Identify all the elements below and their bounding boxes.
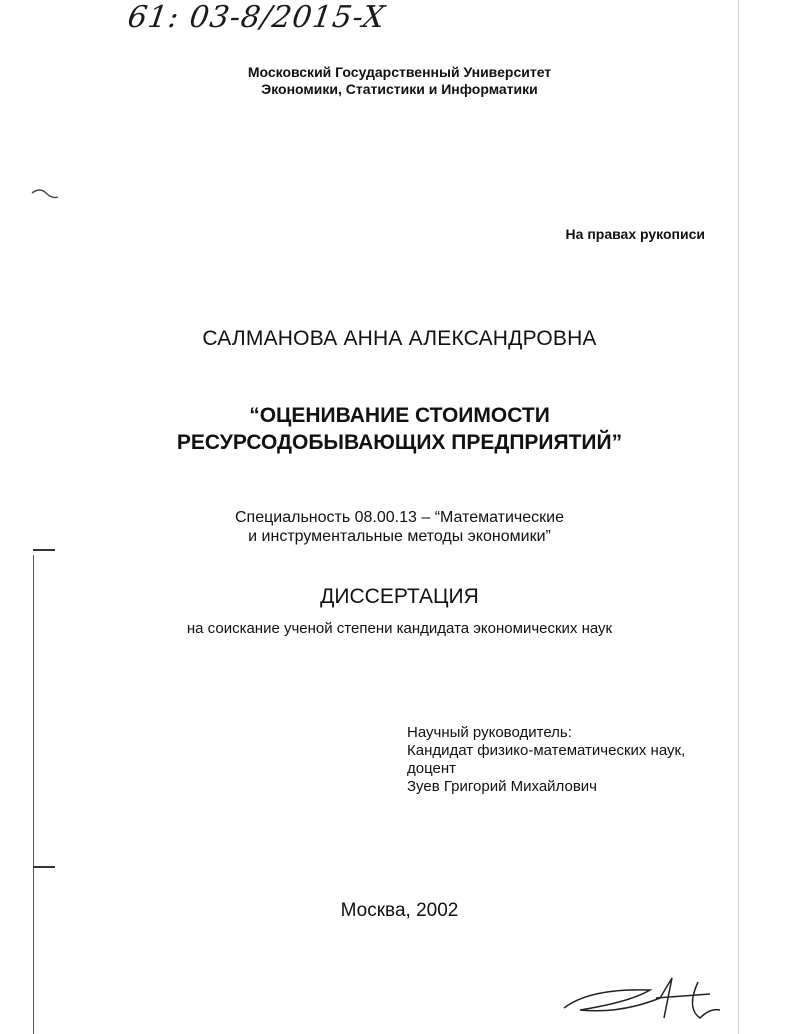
adviser-degree: Кандидат физико-математических наук, — [407, 742, 686, 759]
adviser-name: Зуев Григорий Михайлович — [407, 778, 597, 795]
title-line2: РЕСУРСОДОБЫВАЮЩИХ ПРЕДПРИЯТИЙ” — [176, 431, 623, 454]
title-line1: “ОЦЕНИВАНИЕ СТОИМОСТИ — [249, 404, 550, 427]
handwritten-code: 61: 03-8/2015-X — [125, 0, 388, 35]
university-line2: Экономики, Статистики и Информатики — [261, 81, 538, 97]
signature — [560, 968, 730, 1028]
specialty — [0, 508, 799, 546]
specialty-line2: и инструментальные методы экономики” — [248, 528, 551, 545]
city-year: Москва, 2002 — [340, 900, 459, 921]
university-line1: Московский Государственный Университет — [247, 64, 552, 80]
author-name: САЛМАНОВА АННА АЛЕКСАНДРОВНА — [202, 327, 597, 350]
margin-mark — [33, 549, 55, 551]
margin-mark — [33, 866, 55, 868]
adviser-rank: доцент — [407, 760, 457, 777]
manuscript-rights: На правах рукописи — [565, 226, 705, 242]
specialty-line1: Специальность 08.00.13 – “Математические — [234, 509, 564, 526]
adviser-label: Научный руководитель: — [407, 724, 572, 741]
adviser-block — [407, 724, 685, 796]
dissertation-title — [0, 402, 799, 456]
university-name — [0, 64, 799, 98]
document-type: ДИССЕРТАЦИЯ — [320, 585, 479, 608]
degree-text: на соискание ученой степени кандидата экономических наук — [186, 620, 613, 637]
margin-squiggle — [30, 185, 60, 205]
